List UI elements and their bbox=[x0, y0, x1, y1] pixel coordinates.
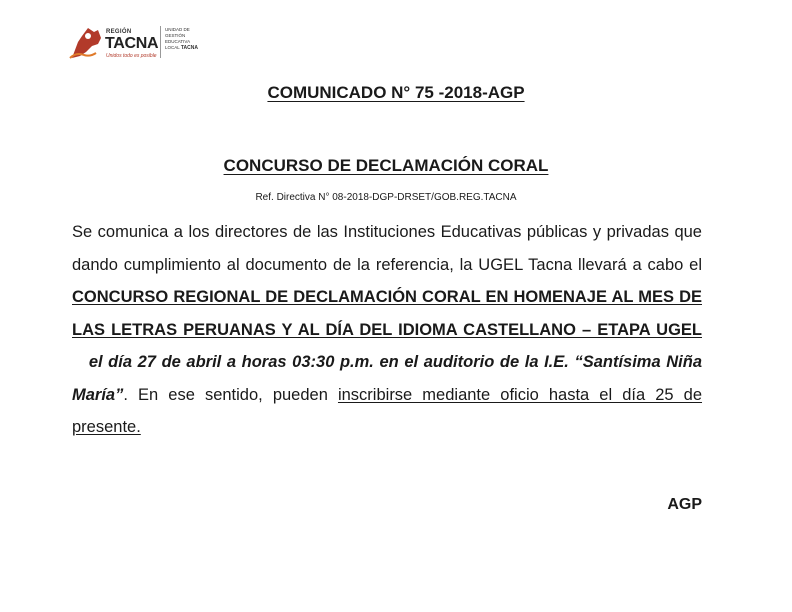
registration-note: inscribirse mediante oficio hasta el día 25 de presente. bbox=[72, 385, 703, 436]
ugel-line: GESTIÓN bbox=[165, 33, 186, 38]
signature: AGP bbox=[667, 496, 702, 513]
ugel-local: LOCAL bbox=[165, 45, 180, 50]
body-gap bbox=[72, 353, 89, 371]
ugel-line: EDUCATIVA bbox=[165, 39, 191, 44]
body-paragraph bbox=[72, 216, 702, 444]
event-name: CONCURSO REGIONAL DE DECLAMACIÓN CORAL EN HOMENAJE AL MES DE LAS LETRAS PERUANAS Y AL DÍA DEL IDIOMA CASTELLANO – ETAPA UGEL bbox=[72, 288, 702, 339]
document-title-text: COMUNICADO N° 75 -2018-AGP bbox=[267, 83, 525, 102]
reference-line: Ref. Directiva N° 08-2018-DGP-DRSET/GOB.REG.TACNA bbox=[255, 192, 517, 203]
body-intro: Se comunica a los directores de las Instituciones Educativas públicas y privadas que dando cumplimiento al documento de la referencia, la UGEL Tacna llevará a cabo el bbox=[72, 223, 702, 274]
logo-region-name: TACNA bbox=[105, 35, 159, 52]
document-title bbox=[0, 83, 792, 103]
body-middle: . En ese sentido, pueden bbox=[123, 385, 338, 404]
logo-region-label: REGIÓN bbox=[106, 29, 132, 35]
logo bbox=[68, 22, 218, 64]
ugel-line bbox=[165, 45, 225, 51]
ugel-city: TACNA bbox=[180, 45, 198, 51]
document-subtitle-text: CONCURSO DE DECLAMACIÓN CORAL bbox=[223, 156, 549, 175]
region-map-icon bbox=[68, 22, 110, 60]
logo-slogan: Unidos todo es posible bbox=[106, 53, 157, 59]
ugel-label bbox=[165, 27, 225, 51]
document-subtitle bbox=[0, 156, 772, 176]
logo-divider bbox=[160, 26, 161, 58]
ugel-line: UNIDAD DE bbox=[165, 27, 190, 32]
event-date-place: el día 27 de abril a horas 03:30 p.m. en el auditorio de la I.E. “Santísima Niña María” bbox=[72, 353, 702, 404]
